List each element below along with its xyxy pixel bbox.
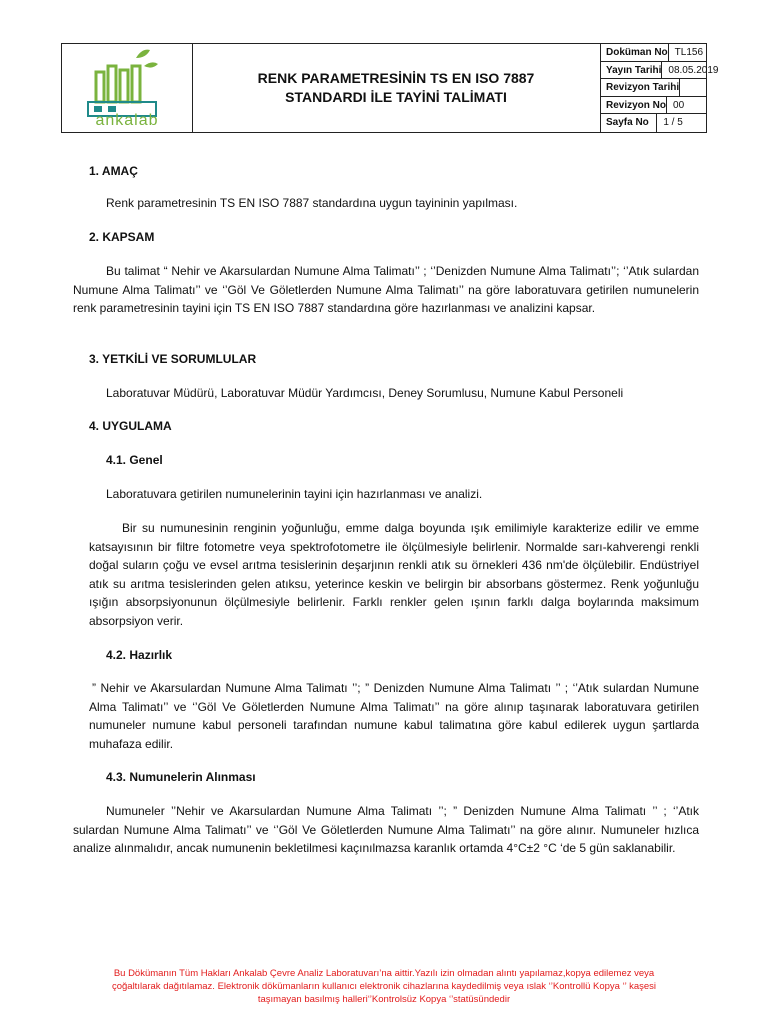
meta-value: 1 / 5 (663, 117, 683, 129)
subsection-text-preparation: ” Nehir ve Akarsulardan Numune Alma Talimatı ’’; ” Denizden Numune Alma Talimatı ’’ ; ‘’Atık sulardan Numune Alma Talimatı’’ ve ‘’Göl Ve Göletlerden Numune Alma Talimatı’’ na göre alınıp taşınarak laboratuvara getirilen numuneler numune kabul personeli tarafından numune kabul talimatına göre kabul edilerek uygun şartlarda muhafaza edilir. (89, 681, 699, 751)
logo-cell (62, 44, 193, 132)
footer-line-2: çoğaltılarak dağıtılamaz. Elektronik dökümanların kullanıcı elektronik cihazlarına kaydedilmiş veya ıslak ‘’Kontrollü Kopya ‘’ kaşesi (111, 981, 657, 992)
document-header (61, 43, 719, 133)
subsection-text-general-2: Bir su numunesinin renginin yoğunluğu, emme dalga boyunda ışık emilimiyle karakterize edilir ve emme katsayısının bir filtre fotometre veya spektrofotometre ile ölçülmesiyle belirlenir. Normalde sarı-kahverengi renkli doğal suların çoğu ve evsel arıtma tesislerinin deşarjının renkli atık su örnekleri 436 nm'de ölçülebilir. Endüstriyel atık su arıtma tesislerinden gelen atıksu, yeterince keskin ve belirgin bir absorbans göstermez. Renk yoğunluğu ışığın absorpsiyonunun ölçülmesiyle belirlenir. Farklı renkler gelen ışının farklı dalga boylarında maksimum absorpsiyon verir. (89, 521, 699, 628)
footer-line-3: taşımayan basılmış halleri‘’Kontrolsüz Kopya ‘’statüsündedir (257, 994, 511, 1005)
section-text-purpose: Renk parametresinin TS EN ISO 7887 standardına uygun tayininin yapılması. (106, 196, 518, 210)
meta-key: Sayfa No (600, 114, 657, 132)
subsection-heading-general: 4.1. Genel (106, 453, 163, 467)
meta-key: Doküman No (600, 44, 669, 61)
meta-row-doc-no (600, 44, 706, 62)
subsection-heading-sampling: 4.3. Numunelerin Alınması (106, 770, 256, 784)
meta-row-page-no (600, 114, 706, 132)
meta-value: 08.05.2019 (668, 64, 719, 76)
title-line-1: RENK PARAMETRESİNİN TS EN ISO 7887 (257, 70, 535, 86)
subsection-text-general-1: Laboratuvara getirilen numunelerinin tayini için hazırlanması ve analizi. (106, 487, 483, 501)
section-heading-application: 4. UYGULAMA (89, 419, 172, 433)
meta-row-revision-no (600, 97, 706, 115)
section-heading-scope: 2. KAPSAM (89, 230, 155, 244)
meta-value (680, 79, 706, 96)
document-title (192, 44, 601, 132)
section-heading-purpose: 1. AMAÇ (89, 164, 138, 178)
title-line-2: STANDARDI İLE TAYİNİ TALİMATI (285, 89, 507, 105)
section-heading-responsibles: 3. YETKİLİ VE SORUMLULAR (89, 352, 257, 366)
copyright-footer (60, 967, 708, 1006)
meta-value: 00 (673, 99, 685, 111)
section-text-scope: Bu talimat “ Nehir ve Akarsulardan Numune Alma Talimatı’’ ; ‘’Denizden Numune Alma Talimatı’’; ‘’Atık sulardan Numune Alma Talimatı’’ ve ‘’Göl Ve Göletlerden Numune Alma Talimatı’’ na göre laboratuvara getirilen numunelerin renk parametresinin tayini için TS EN ISO 7887 standardına göre hazırlanması ve analizini kapsar. (73, 264, 699, 315)
footer-line-1: Bu Dökümanın Tüm Hakları Ankalab Çevre Analiz Laboratuvarı’na aittir.Yazılı izin olmadan alıntı yapılamaz,kopya edilemez veya (113, 968, 655, 979)
logo-text: ankalab (95, 112, 159, 129)
meta-key: Revizyon Tarihi (600, 79, 680, 96)
subsection-text-sampling: Numuneler ’’Nehir ve Akarsulardan Numune Alma Talimatı ’’; ” Denizden Numune Alma Talimatı ’’ ; ‘’Atık sulardan Numune Alma Talimatı’’ ve ‘’Göl Ve Göletlerden Numune Alma Talimatı’’ na göre alınır. Numuneler hızlıca analize alınmalıdır, ancak numunenin bekletilmesi kaçınılmazsa karanlık ortamda 4°C±2 °C ‘de 5 gün saklanabilir. (73, 804, 699, 855)
meta-value: TL156 (674, 47, 704, 58)
meta-table (600, 44, 719, 132)
meta-key: Yayın Tarihi (600, 62, 662, 79)
meta-row-revision-date (600, 79, 706, 97)
subsection-heading-preparation: 4.2. Hazırlık (106, 648, 173, 662)
meta-key: Revizyon No (600, 97, 667, 114)
section-text-responsibles: Laboratuvar Müdürü, Laboratuvar Müdür Yardımcısı, Deney Sorumlusu, Numune Kabul Personeli (106, 386, 624, 400)
meta-row-publish-date (600, 62, 719, 80)
